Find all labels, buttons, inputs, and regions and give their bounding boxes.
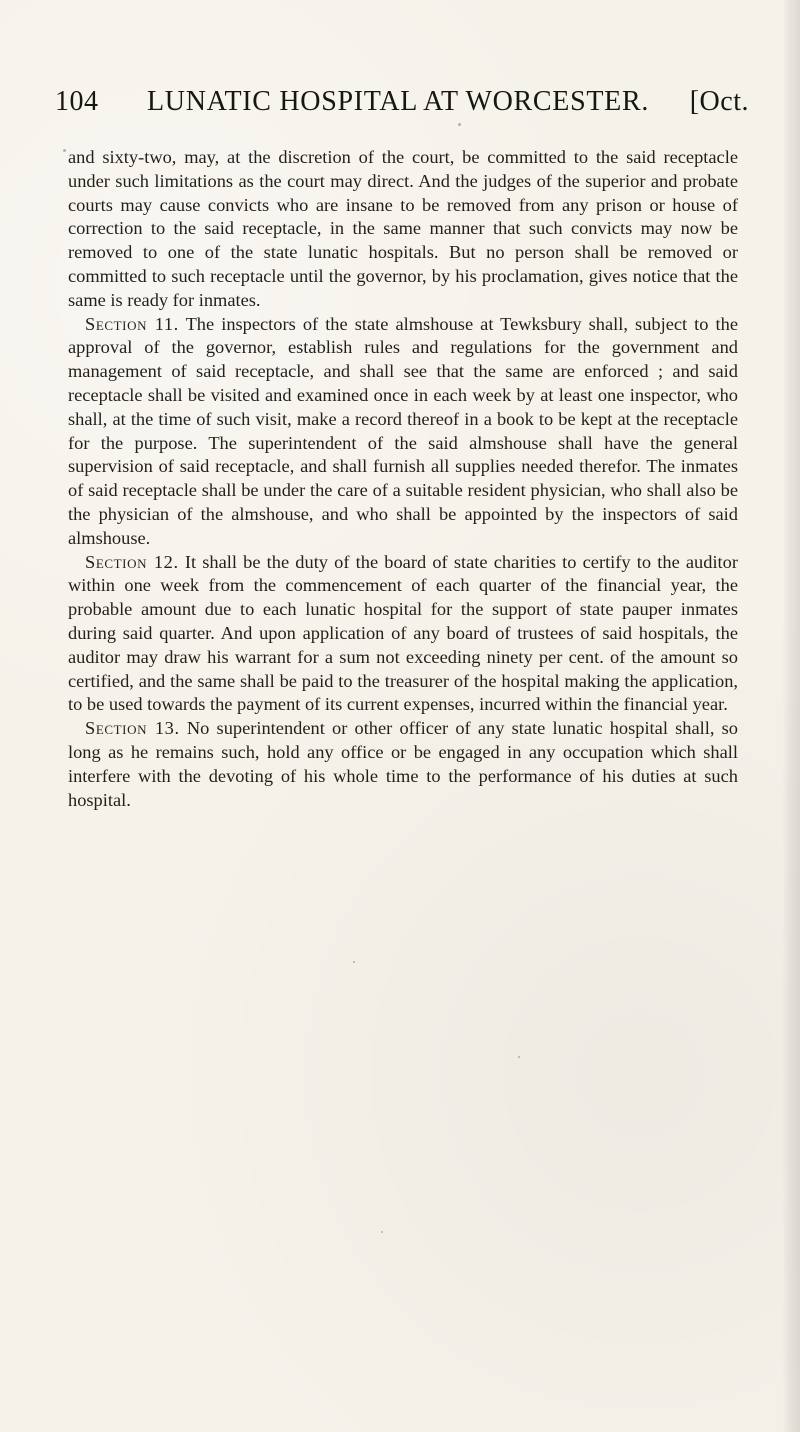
section-label: Section 13. xyxy=(85,718,180,739)
paragraph-section-12 xyxy=(68,551,738,718)
page-number: 104 xyxy=(55,86,99,117)
paragraph-text: No superintendent or other officer of any state lunatic hospital shall, so long as he remains such, hold any office or be engaged in any occupation which shall interfere with the devoting of his whole time to the performance of his duties at such hospital. xyxy=(68,718,738,810)
paragraph-text: It shall be the duty of the board of state charities to certify to the auditor within one week from the commencement of each quarter of the financial year, the probable amount due to each lunatic hospital for the support of state pauper inmates during said quarter. And upon application of any board of trustees of said hospitals, the auditor may draw his warrant for a sum not exceeding ninety per cent. of the amount so certified, and the same shall be paid to the treasurer of the hospital making the application, to be used towards the payment of its current expenses, incurred within the financial year. xyxy=(68,551,738,715)
paragraph-section-11 xyxy=(68,313,738,551)
paragraph-text: The inspectors of the state almshouse at Tewksbury shall, subject to the approval of the governor, establish rules and regulations for the government and management of said receptacle, and shall see that the same are enforced ; and said receptacle shall be visited and examined once in each week by at least one inspector, who shall, at the time of such visit, make a record thereof in a book to be kept at the receptacle for the purpose. The superintendent of the said almshouse shall have the general supervision of said receptacle, and shall furnish all supplies needed therefor. The inmates of said receptacle shall be under the care of a suitable resident physician, who shall also be the physician of the almshouse, and who shall be appointed by the inspectors of said almshouse. xyxy=(68,313,738,548)
page-header xyxy=(55,88,749,134)
running-title: LUNATIC HOSPITAL AT WORCESTER. xyxy=(147,86,650,117)
paper-speck xyxy=(63,149,66,152)
page-edge-shadow xyxy=(782,0,800,1432)
paper-speck xyxy=(518,1056,520,1058)
paragraph-text: and sixty-two, may, at the discretion of the court, be committed to the said receptacle under such limitations as the court may direct. And the judges of the superior and probate courts may cause convicts who are insane to be removed from any prison or house of correction to the said receptacle, in the same manner that such convicts may now be removed to one of the state lunatic hospitals. But no person shall be removed or committed to such receptacle until the governor, by his proclamation, gives notice that the same is ready for inmates. xyxy=(68,147,738,310)
main-text xyxy=(68,146,738,812)
paragraph-continuation xyxy=(68,146,738,313)
paper-speck xyxy=(458,123,461,126)
paper-speck xyxy=(381,1231,383,1233)
bracket-date: [Oct. xyxy=(689,86,749,117)
paper-speck xyxy=(353,961,355,963)
section-label: Section 11. xyxy=(85,313,179,334)
section-label: Section 12. xyxy=(85,551,179,572)
paragraph-section-13 xyxy=(68,717,738,812)
